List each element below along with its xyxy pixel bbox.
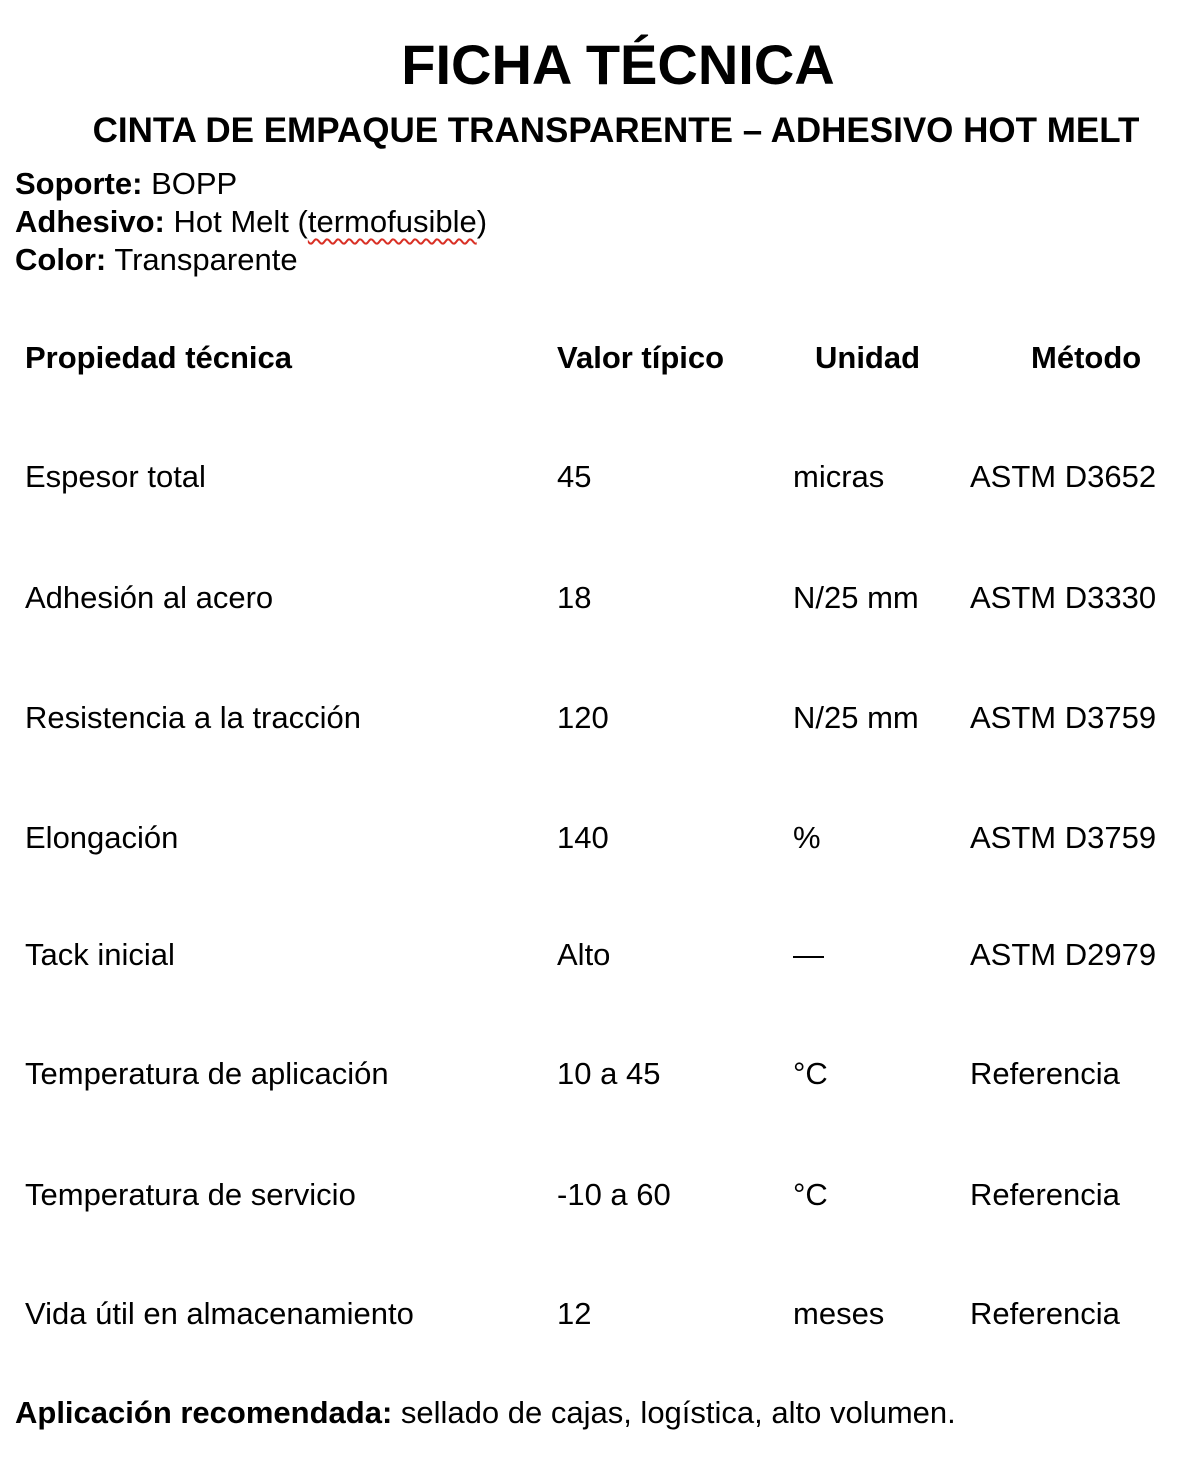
- cell-metodo: ASTM D3652: [970, 459, 1157, 494]
- spec-adhesivo-label: Adhesivo:: [15, 204, 165, 239]
- cell-metodo: ASTM D3330: [970, 580, 1157, 615]
- cell-propiedad: Tack inicial: [25, 937, 175, 972]
- spec-soporte-value: BOPP: [151, 166, 238, 201]
- header-unidad: Unidad: [815, 340, 921, 375]
- application-label: Aplicación recomendada:: [15, 1395, 393, 1430]
- spec-adhesivo-value-post: ): [476, 204, 488, 239]
- document-subtitle: CINTA DE EMPAQUE TRANSPARENTE – ADHESIVO HOT MELT: [92, 111, 1140, 150]
- spec-color-label: Color:: [15, 242, 107, 277]
- cell-propiedad: Espesor total: [25, 459, 206, 494]
- cell-valor: 12: [557, 1296, 592, 1331]
- cell-propiedad: Vida útil en almacenamiento: [25, 1296, 414, 1331]
- cell-valor: 10 a 45: [557, 1056, 661, 1091]
- cell-unidad: N/25 mm: [793, 580, 919, 615]
- cell-valor: 18: [557, 580, 592, 615]
- recommended-application: [15, 1394, 956, 1432]
- cell-metodo: ASTM D2979: [970, 937, 1157, 972]
- cell-metodo: Referencia: [970, 1056, 1120, 1091]
- cell-unidad: °C: [793, 1177, 828, 1212]
- cell-metodo: Referencia: [970, 1177, 1120, 1212]
- cell-valor: -10 a 60: [557, 1177, 671, 1212]
- cell-unidad: meses: [793, 1296, 885, 1331]
- document-title: FICHA TÉCNICA: [401, 33, 835, 96]
- cell-propiedad: Temperatura de aplicación: [25, 1056, 389, 1091]
- cell-metodo: ASTM D3759: [970, 700, 1157, 735]
- cell-unidad: —: [793, 937, 824, 972]
- header-metodo: Método: [1031, 340, 1142, 375]
- header-valor: Valor típico: [557, 340, 725, 375]
- cell-propiedad: Resistencia a la tracción: [25, 700, 361, 735]
- cell-valor: 45: [557, 459, 592, 494]
- cell-unidad: %: [793, 820, 821, 855]
- cell-unidad: micras: [793, 459, 885, 494]
- technical-table: [25, 0, 1175, 1467]
- header-propiedad: Propiedad técnica: [25, 340, 293, 375]
- cell-unidad: N/25 mm: [793, 700, 919, 735]
- cell-propiedad: Temperatura de servicio: [25, 1177, 356, 1212]
- cell-unidad: °C: [793, 1056, 828, 1091]
- cell-propiedad: Adhesión al acero: [25, 580, 274, 615]
- application-value: sellado de cajas, logística, alto volumen.: [392, 1395, 956, 1430]
- spec-color-value: Transparente: [114, 242, 298, 277]
- spec-soporte-label: Soporte:: [15, 166, 143, 201]
- spec-adhesivo-value-pre: Hot Melt (: [173, 204, 308, 239]
- cell-propiedad: Elongación: [25, 820, 179, 855]
- spellcheck-flagged-word[interactable]: termofusible: [307, 204, 477, 239]
- cell-valor: 120: [557, 700, 609, 735]
- cell-valor: 140: [557, 820, 609, 855]
- cell-metodo: ASTM D3759: [970, 820, 1157, 855]
- cell-valor: Alto: [557, 937, 611, 972]
- cell-metodo: Referencia: [970, 1296, 1120, 1331]
